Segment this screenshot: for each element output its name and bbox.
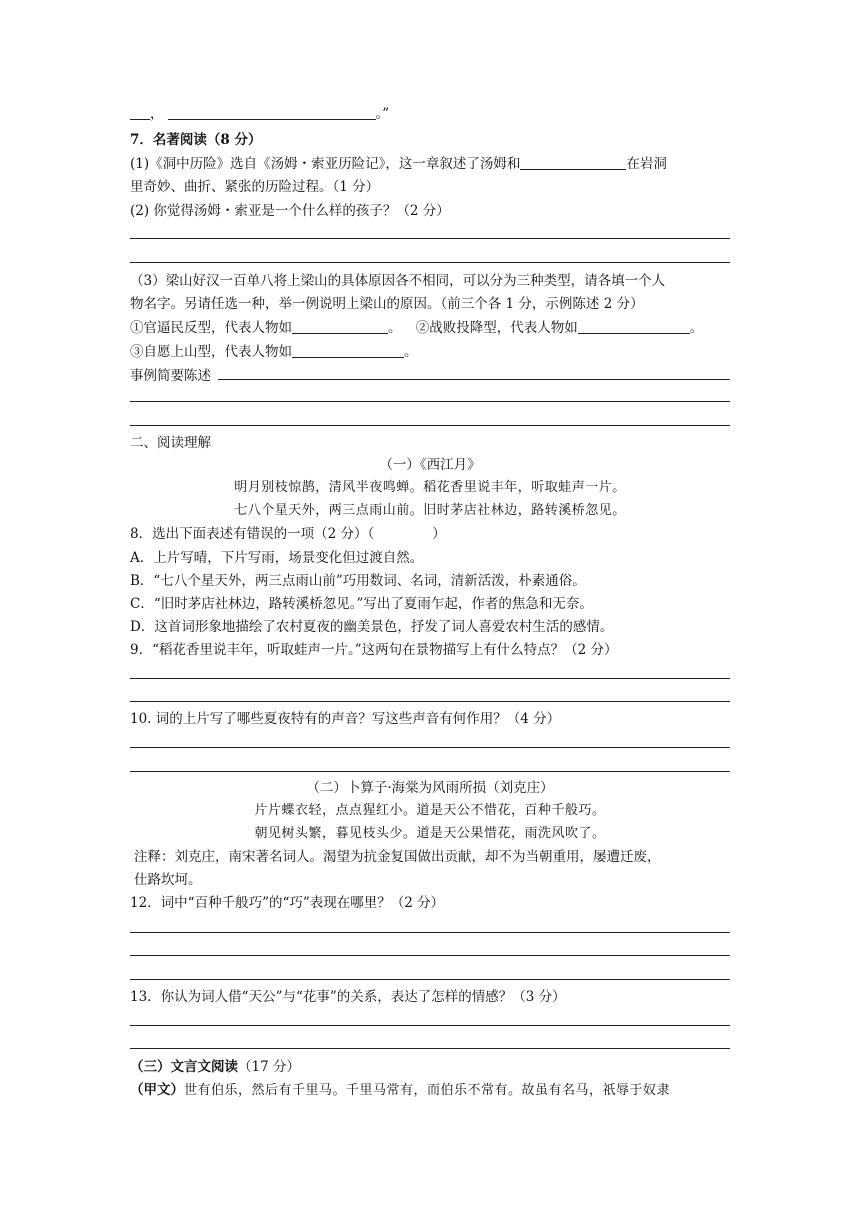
q8-option-d: D．这首词形象地描绘了农村夏夜的幽美景色，抒发了词人喜爱农村生活的感情。	[130, 619, 614, 635]
poem1-line-2: 七八个星天外，两三点雨山前。旧时茅店社林边，路转溪桥忽见。	[234, 503, 626, 518]
part3-title: （三）文言文阅读（17 分）	[130, 1059, 300, 1075]
q13-stem: 13．你认为词人借“天公”与“花事”的关系，表达了怎样的情感？（3 分）	[130, 989, 566, 1005]
section-title: 二、阅读理解	[130, 435, 211, 451]
answer-line[interactable]	[130, 401, 730, 402]
blank-line[interactable]	[168, 105, 376, 120]
fill-line-continuation: ， 。”	[130, 104, 389, 124]
q8-option-c: C．“旧时茅店社林边，路转溪桥忽见。”写出了夏雨乍起，作者的焦急和无奈。	[130, 596, 593, 612]
answer-line[interactable]	[130, 1048, 730, 1049]
answer-line[interactable]	[130, 238, 730, 239]
q7-example-label: 事例简要陈述	[130, 368, 211, 384]
poem1-title: （一）《西江月》	[379, 457, 481, 473]
answer-line[interactable]	[130, 955, 730, 956]
answer-blank[interactable]	[292, 343, 404, 358]
q7-type-line-1: ①官逼民反型，代表人物如 。 ②战败投降型，代表人物如 。	[130, 320, 704, 336]
poem2-note: 注释：刘克庄，南宋著名词人。渴望为抗金复国做出贡献，却不为当朝重用，屡遭迁废，	[134, 849, 661, 865]
q7-part1: (1)《洞中历险》选自《汤姆・索亚历险记》，这一章叙述了汤姆和 在岩洞	[130, 156, 667, 172]
q8-stem: 8．选出下面表述有错误的一项（2 分）（ ）	[130, 526, 446, 542]
q8-option-b: B．“七八个星天外，两三点雨山前”巧用数词、名词，清新活泼，朴素通俗。	[130, 573, 586, 589]
answer-line[interactable]	[130, 979, 730, 980]
part3-jia-text: （甲文）世有伯乐，然后有千里马。千里马常有，而伯乐不常有。故虽有名马，祇辱于奴隶	[130, 1082, 671, 1098]
q10-stem: 10. 词的上片写了哪些夏夜特有的声音？写这些声音有何作用？（4 分）	[130, 711, 561, 727]
poem2-line-1: 片片蝶衣轻，点点猩红小。道是天公不惜花，百种千般巧。	[254, 803, 606, 818]
q7-part3-cont: 物名字。另请任选一种，举一例说明上梁山的原因。（前三个各 1 分，示例陈述 2 分）	[130, 296, 644, 312]
answer-line[interactable]	[218, 379, 730, 380]
answer-line[interactable]	[130, 701, 730, 702]
answer-blank[interactable]	[292, 319, 388, 334]
answer-line[interactable]	[130, 425, 730, 426]
answer-line[interactable]	[130, 1025, 730, 1026]
q7-part1-cont: 里奇妙、曲折、紧张的历险过程。（1 分）	[130, 179, 380, 195]
q9-stem: 9．“稻花香里说丰年，听取蛙声一片。”这两句在景物描写上有什么特点？（2 分）	[130, 642, 618, 658]
q7-part3: （3）梁山好汉一百单八将上梁山的具体原因各不相同，可以分为三种类型，请各填一个人	[130, 273, 666, 289]
answer-blank[interactable]	[520, 155, 626, 170]
poem2-title: （二）卜算子·海棠为风雨所损（刘克庄）	[306, 780, 554, 796]
answer-blank[interactable]	[578, 319, 690, 334]
q7-title: 7．名著阅读（8 分）	[130, 132, 262, 148]
poem2-note-cont: 仕路坎坷。	[134, 872, 202, 888]
blank-line[interactable]	[130, 105, 150, 120]
q12-stem: 12．词中“百种千般巧”的“巧”表现在哪里？（2 分）	[130, 895, 445, 911]
answer-line[interactable]	[130, 932, 730, 933]
answer-line[interactable]	[130, 771, 730, 772]
poem1-line-1: 明月别枝惊鹊，清风半夜鸣蝉。稻花香里说丰年，听取蛙声一片。	[234, 480, 626, 495]
q7-part2: (2) 你觉得汤姆・索亚是一个什么样的孩子？（2 分）	[130, 203, 450, 219]
poem2-line-2: 朝见树头繁，暮见枝头少。道是天公果惜花，雨洗风吹了。	[254, 826, 606, 841]
answer-line[interactable]	[130, 678, 730, 679]
answer-line[interactable]	[130, 747, 730, 748]
q8-option-a: A．上片写晴，下片写雨，场景变化但过渡自然。	[130, 550, 424, 566]
answer-line[interactable]	[130, 262, 730, 263]
q7-type-line-2: ③自愿上山型，代表人物如 。	[130, 344, 418, 360]
